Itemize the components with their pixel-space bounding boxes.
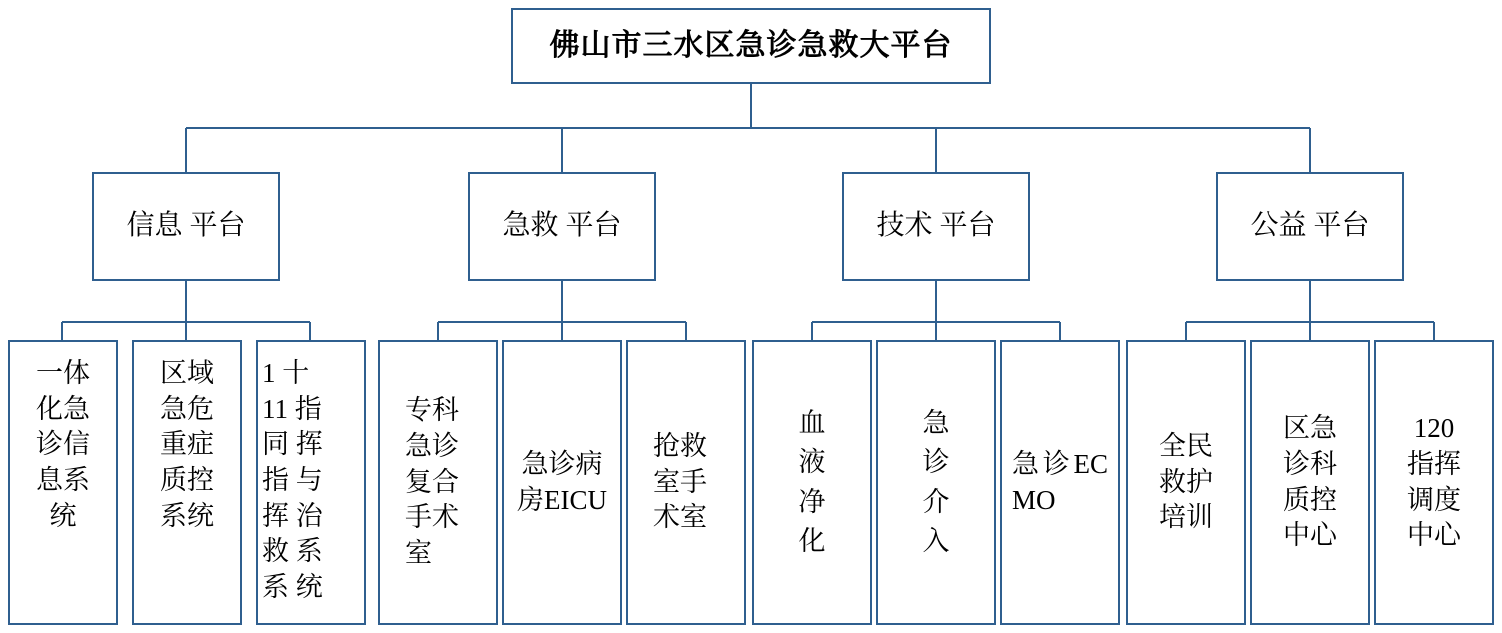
- leaf-line: 化急: [36, 393, 90, 424]
- leaf-node-resuscitation-room-operating-theatre: [626, 340, 746, 625]
- leaf-line: 诊信: [36, 429, 90, 460]
- leaf-line: 质控: [160, 464, 214, 495]
- leaf-line: 系统: [160, 500, 214, 531]
- leaf-node-district-emergency-department-quality-control-center: [1250, 340, 1370, 625]
- branch-node-information-platform: [92, 172, 280, 281]
- leaf-label: 专科急诊复合手术室: [405, 395, 459, 568]
- leaf-line: 救 系: [262, 536, 323, 567]
- leaf-node-public-first-aid-training: [1126, 340, 1246, 625]
- leaf-line: 11 指: [262, 393, 322, 424]
- leaf-node-regional-critical-illness-quality-control-system: [132, 340, 242, 625]
- leaf-label: 区急诊科质控中心: [1283, 413, 1337, 551]
- leaf-line: 区域: [160, 358, 214, 388]
- leaf-line: 同 挥: [262, 429, 323, 460]
- leaf-line: 息系: [36, 464, 90, 495]
- branch-node-label: 技术 平台: [876, 210, 996, 242]
- leaf-line: 1 十: [262, 358, 310, 388]
- leaf-node-emergency-ward-eicu: [502, 340, 622, 625]
- leaf-line: 一体: [36, 358, 90, 388]
- leaf-line: 指 与: [262, 464, 323, 495]
- leaf-line: 急危: [160, 393, 214, 424]
- leaf-node-11-plus-joint-command-and-treatment-system: [256, 340, 366, 625]
- leaf-label: 血液净化: [798, 408, 826, 556]
- branch-node-public-welfare-platform: [1216, 172, 1404, 281]
- leaf-node-emergency-intervention: [876, 340, 996, 625]
- root-node: [511, 8, 991, 84]
- leaf-node-integrated-emergency-information-system: [8, 340, 118, 625]
- leaf-node-120-command-dispatch-center: [1374, 340, 1494, 625]
- branch-node-emergency-rescue-platform: [468, 172, 656, 281]
- leaf-label: 急诊介入: [922, 408, 950, 556]
- leaf-label: 120指挥调度中心: [1407, 413, 1461, 551]
- leaf-label: 急诊ECMO: [1012, 448, 1108, 515]
- leaf-label: 急诊病房EICU: [517, 448, 607, 515]
- leaf-line: 系 统: [262, 571, 323, 602]
- root-node-label: 佛山市三水区急诊急救大平台: [549, 28, 953, 62]
- leaf-label: 全民救护培训: [1159, 431, 1213, 533]
- leaf-label: 抢救室手术室: [653, 431, 707, 533]
- leaf-line: 挥 治: [262, 500, 323, 531]
- leaf-node-specialty-emergency-hybrid-operating-room: [378, 340, 498, 625]
- leaf-node-emergency-ecmo: [1000, 340, 1120, 625]
- leaf-line: 重症: [160, 429, 214, 460]
- branch-node-label: 公益 平台: [1250, 210, 1370, 242]
- branch-node-technology-platform: [842, 172, 1030, 281]
- branch-node-label: 急救 平台: [502, 210, 622, 242]
- leaf-node-blood-purification: [752, 340, 872, 625]
- leaf-line: 统: [49, 500, 77, 531]
- branch-node-label: 信息 平台: [126, 210, 246, 242]
